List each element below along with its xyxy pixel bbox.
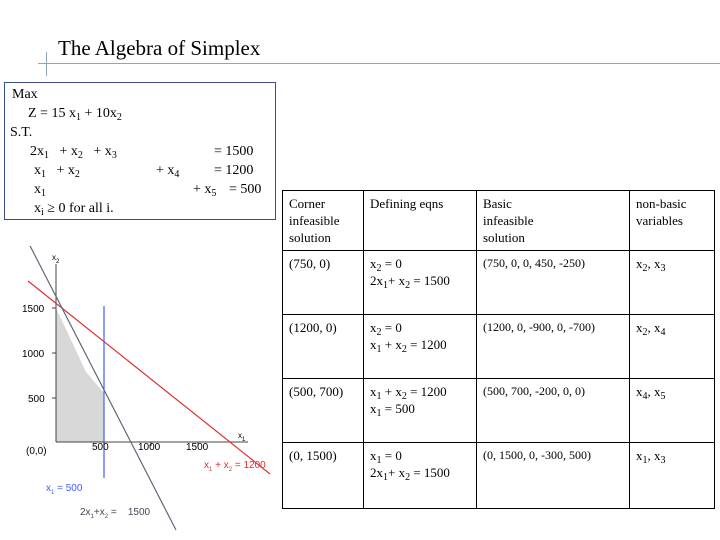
lp-st-label: S.T. xyxy=(10,125,33,140)
y-tick-1000: 1000 xyxy=(22,349,45,360)
cell-eqns: $x_1 = 0$ $2x_1+ x_2 = 1500$ xyxy=(364,443,477,509)
x-axis-label: $x_1$ xyxy=(238,431,246,443)
header-corner-solution: Corner infeasible solution xyxy=(283,191,364,251)
cell-basic: (1200, 0, -900, 0, -700) xyxy=(477,315,630,379)
table-row xyxy=(283,443,715,509)
x-tick-1500: 1500 xyxy=(186,442,209,453)
cell-nonbasic: $x_1$, $x_3$ xyxy=(630,443,715,509)
cell-corner: (500, 700) xyxy=(283,379,364,443)
lp-constraint2-lhs: $x_1 + x_2$ xyxy=(34,163,80,180)
label-2x1-plus-x2: $2x_1+x_2$ = 1500 xyxy=(80,507,151,520)
cell-basic: (750, 0, 0, 450, -250) xyxy=(477,251,630,315)
title-accent-line xyxy=(46,52,47,76)
lp-constraint3-slack: + $x_5$ xyxy=(193,182,217,199)
table-row xyxy=(283,315,715,379)
origin-label: (0,0) xyxy=(26,446,47,457)
y-tick-500: 500 xyxy=(28,394,45,405)
cell-nonbasic: $x_4$, $x_5$ xyxy=(630,379,715,443)
label-x1-plus-x2: $x_1 + x_2 = 1200$ xyxy=(204,460,266,473)
solutions-table xyxy=(282,190,715,509)
cell-corner: (1200, 0) xyxy=(283,315,364,379)
lp-nonnegativity: $x_i \ge 0$ for all i. xyxy=(34,201,114,218)
cell-nonbasic: $x_2$, $x_3$ xyxy=(630,251,715,315)
table-header-row xyxy=(283,191,715,251)
label-x1-equals-500: $x_1 = 500$ xyxy=(46,483,83,496)
x-tick-1000: 1000 xyxy=(138,442,161,453)
feasible-region-graph xyxy=(0,246,282,540)
lp-constraint2-rhs: = 1200 xyxy=(214,163,254,178)
slide-title: The Algebra of Simplex xyxy=(58,36,261,60)
y-axis-label: $x_2$ xyxy=(52,253,60,265)
header-defining-eqns: Defining eqns xyxy=(364,191,477,251)
cell-eqns: $x_2 = 0$ $x_1 + x_2 = 1200$ xyxy=(364,315,477,379)
x-tick-500: 500 xyxy=(92,442,109,453)
table-row xyxy=(283,379,715,443)
table-row xyxy=(283,251,715,315)
header-nonbasic-variables: non-basic variables xyxy=(630,191,715,251)
cell-basic: (0, 1500, 0, -300, 500) xyxy=(477,443,630,509)
cell-eqns: $x_2 = 0$ $2x_1+ x_2 = 1500$ xyxy=(364,251,477,315)
cell-nonbasic: $x_2$, $x_4$ xyxy=(630,315,715,379)
cell-basic: (500, 700, -200, 0, 0) xyxy=(477,379,630,443)
y-tick-1500: 1500 xyxy=(22,304,45,315)
lp-max-label: Max xyxy=(12,87,38,102)
lp-constraint3-lhs: $x_1$ xyxy=(34,182,46,199)
cell-corner: (750, 0) xyxy=(283,251,364,315)
lp-objective: Z = 15 $x_1 + 10x_2$ xyxy=(28,106,122,123)
lp-constraint2-slack: + $x_4$ xyxy=(156,163,180,180)
lp-constraint1-lhs: $2x_1 + x_2 + x_3$ xyxy=(30,144,117,161)
lp-constraint3-rhs: = 500 xyxy=(229,182,262,197)
cell-corner: (0, 1500) xyxy=(283,443,364,509)
header-basic-solution: Basic infeasible solution xyxy=(477,191,630,251)
lp-constraint1-rhs: = 1500 xyxy=(214,144,254,159)
cell-eqns: $x_1 + x_2 = 1200$ $x_1 = 500$ xyxy=(364,379,477,443)
title-underline xyxy=(38,63,720,64)
